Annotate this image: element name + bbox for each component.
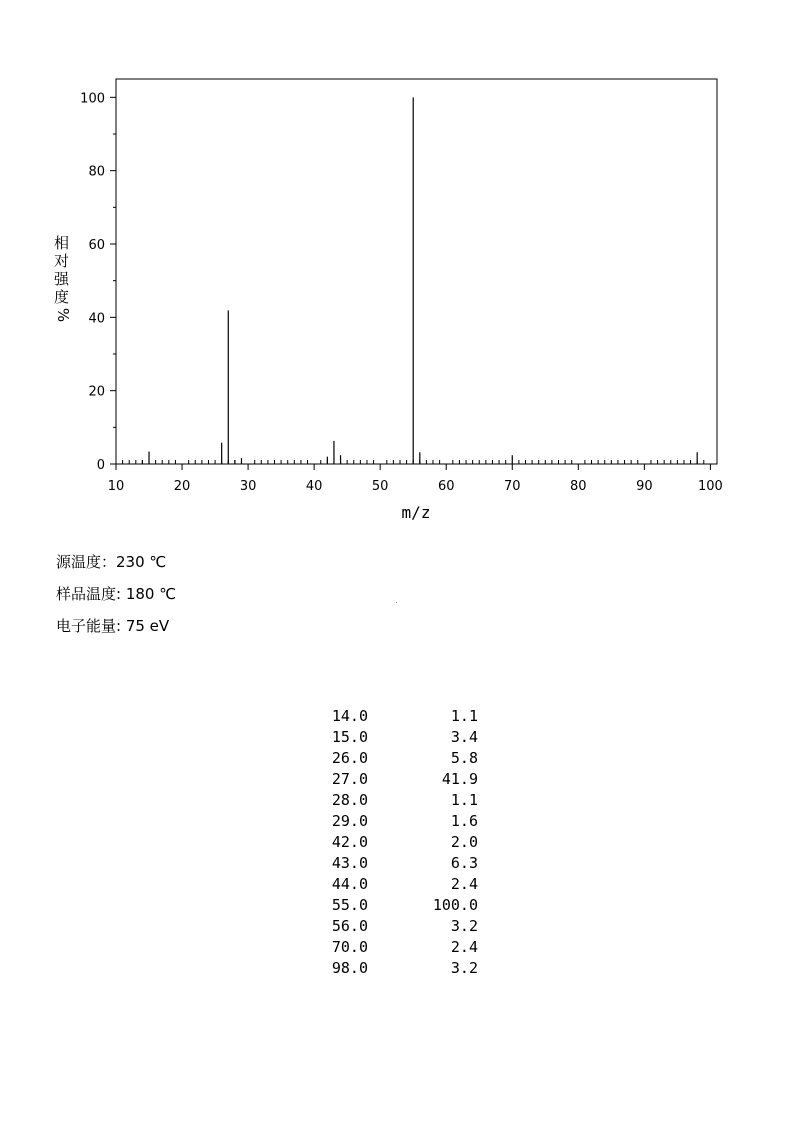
table-intensity: 2.4	[450, 875, 478, 893]
y-tick-label: 0	[96, 458, 105, 473]
table-intensity: 5.8	[450, 749, 478, 767]
x-tick-label: 90	[636, 479, 653, 494]
table-mz: 26.0	[331, 749, 368, 767]
spectrum-peaks	[142, 97, 697, 464]
table-row	[300, 727, 490, 748]
y-tick-label: 100	[80, 91, 105, 107]
mass-spectrum-chart	[0, 0, 794, 540]
x-tick-label: 30	[239, 479, 257, 494]
y-tick-label: 80	[88, 164, 105, 180]
table-mz: 44.0	[331, 875, 368, 893]
table-intensity: 100.0	[432, 896, 478, 914]
source-temperature: 源温度：230 ℃	[56, 553, 167, 571]
table-intensity: 41.9	[441, 770, 478, 788]
stray-dot	[396, 602, 397, 603]
table-row	[300, 958, 490, 979]
table-row	[300, 874, 490, 895]
table-row	[300, 832, 490, 853]
table-intensity: 3.4	[450, 728, 478, 746]
y-axis-label-char: 相	[54, 234, 70, 252]
x-tick-label: 70	[503, 479, 521, 494]
x-tick-label: 40	[305, 479, 323, 494]
x-tick-label: 80	[570, 479, 587, 494]
table-intensity: 6.3	[450, 854, 478, 872]
table-mz: 56.0	[331, 917, 368, 935]
table-row	[300, 790, 490, 811]
electron-energy: 电子能量: 75 eV	[56, 617, 170, 635]
table-mz: 55.0	[331, 896, 368, 914]
x-tick-label: 100	[697, 479, 723, 494]
table-row	[300, 853, 490, 874]
table-row	[300, 769, 490, 790]
table-intensity: 1.6	[450, 812, 478, 830]
table-intensity: 3.2	[450, 917, 478, 935]
table-mz: 42.0	[331, 833, 368, 851]
x-tick-label: 50	[371, 479, 389, 494]
table-mz: 98.0	[331, 959, 368, 977]
table-row	[300, 748, 490, 769]
y-tick-label: 40	[88, 311, 105, 327]
table-intensity: 2.4	[450, 938, 478, 956]
table-mz: 15.0	[331, 728, 368, 746]
x-axis-label: m/z	[401, 503, 431, 522]
x-tick-label: 10	[107, 479, 125, 494]
table-mz: 43.0	[331, 854, 368, 872]
table-row	[300, 706, 490, 727]
table-mz: 14.0	[331, 707, 368, 725]
table-row	[300, 811, 490, 832]
y-axis-label-char: 强	[54, 270, 70, 288]
table-intensity: 1.1	[450, 707, 478, 725]
y-tick-label: 60	[88, 238, 105, 253]
table-row	[300, 937, 490, 958]
y-axis-label-char: 对	[54, 252, 70, 270]
table-mz: 27.0	[331, 770, 368, 788]
x-tick-label: 20	[173, 479, 191, 494]
table-mz: 70.0	[331, 938, 368, 956]
plot-frame	[116, 79, 717, 464]
y-axis-label-char: %	[54, 307, 73, 323]
y-axis-ticks	[80, 91, 116, 473]
peak-table	[300, 706, 490, 979]
y-tick-label: 20	[88, 384, 105, 400]
x-tick-label: 60	[437, 479, 455, 494]
table-row	[300, 916, 490, 937]
table-intensity: 2.0	[450, 833, 478, 851]
table-mz: 29.0	[331, 812, 368, 830]
table-mz: 28.0	[331, 791, 368, 809]
table-intensity: 3.2	[450, 959, 478, 977]
table-intensity: 1.1	[450, 791, 478, 809]
x-axis-ticks	[108, 464, 723, 494]
sample-temperature: 样品温度: 180 ℃	[56, 585, 177, 603]
y-axis-label-char: 度	[54, 288, 70, 306]
table-row	[300, 895, 490, 916]
